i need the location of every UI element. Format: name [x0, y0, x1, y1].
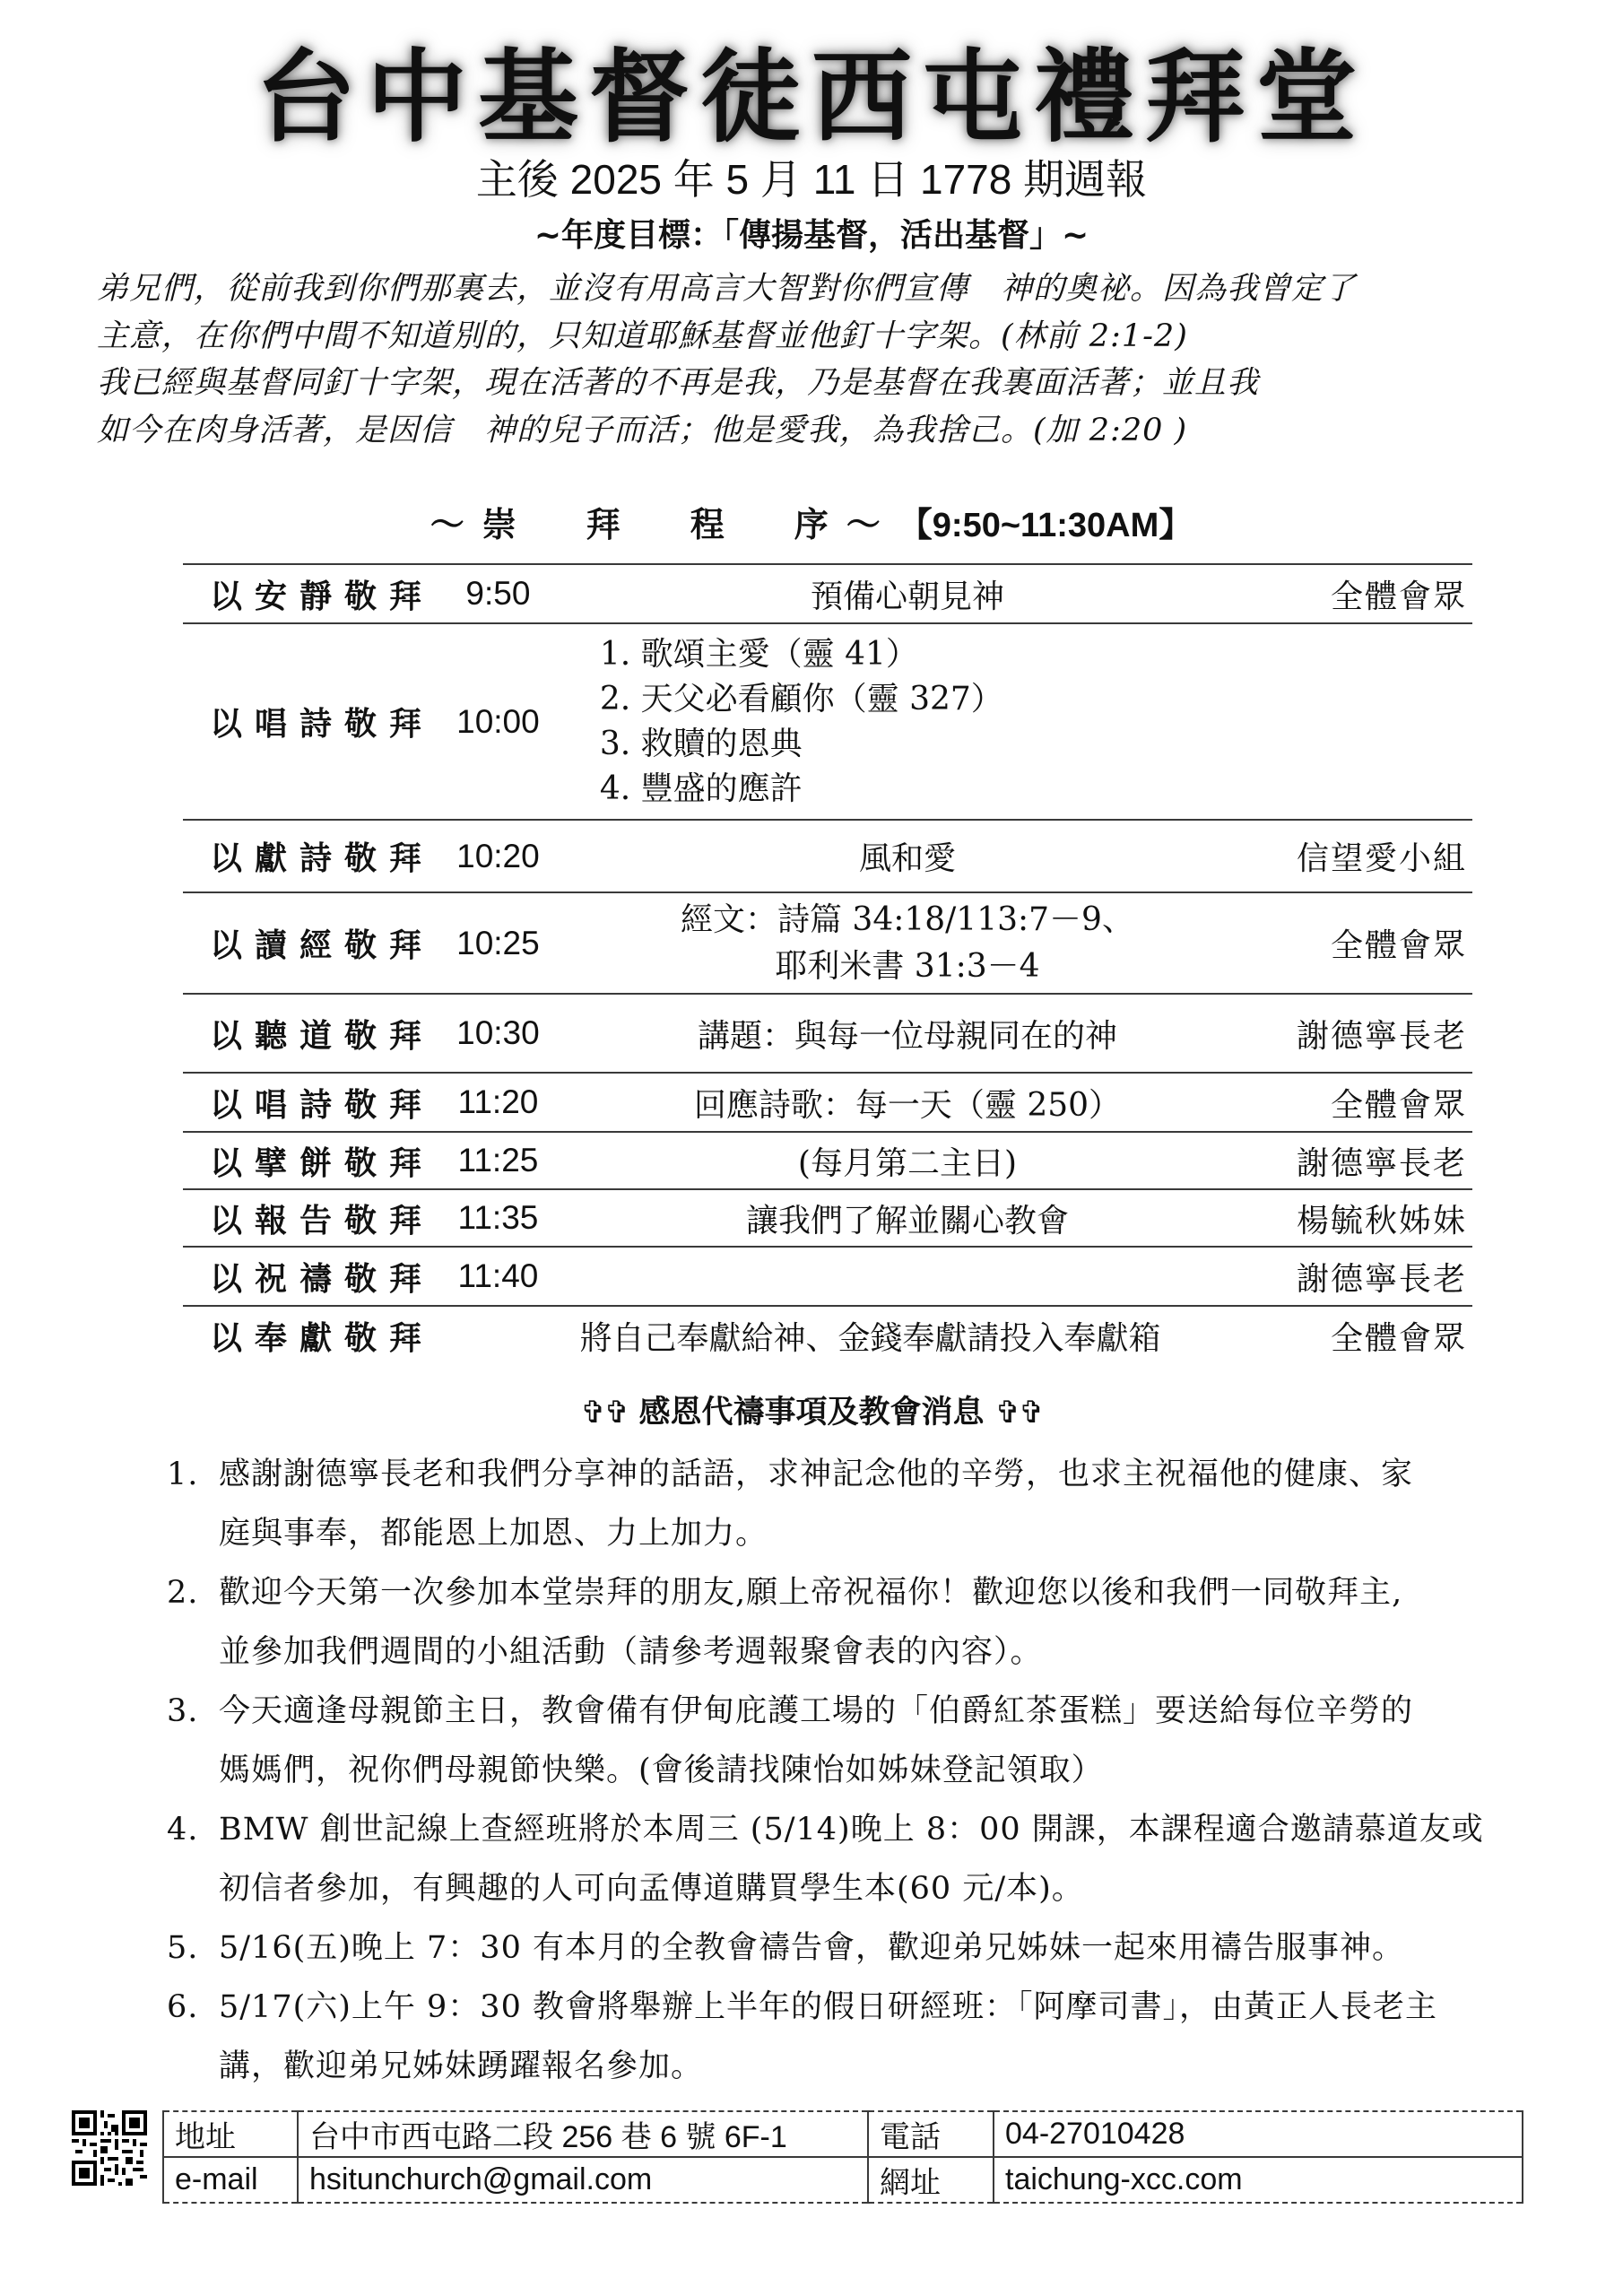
worship-schedule-table — [183, 563, 1472, 1365]
item-line: 庭與事奉，都能恩上加恩、力上加力。 — [219, 1516, 768, 1552]
item-line: 歡迎今天第一次參加本堂崇拜的朋友,願上帝祝福你！歡迎您以後和我們一同敬拜主, — [219, 1575, 1403, 1611]
schedule-item-name: 以獻詩敬拜 — [183, 820, 434, 892]
schedule-row — [183, 820, 1472, 892]
schedule-item-leader: 楊毓秋姊妹 — [1253, 1189, 1472, 1247]
schedule-item-name: 以擘餅敬拜 — [183, 1132, 434, 1189]
qr-code-icon[interactable] — [72, 2110, 147, 2186]
schedule-item-time: 11:35 — [434, 1189, 562, 1247]
schedule-item-time: 10:00 — [434, 623, 562, 820]
schedule-item-name: 以安靜敬拜 — [183, 564, 434, 623]
contact-row — [163, 2111, 1523, 2157]
list-item — [167, 1563, 1584, 1682]
schedule-item-leader: 全體會眾 — [1253, 1073, 1472, 1132]
schedule-item-name: 以奉獻敬拜 — [183, 1306, 434, 1365]
worship-order-title: ～崇 拜 程 序～ — [430, 505, 898, 544]
worship-time-range: 【9:50~11:30AM】 — [898, 507, 1193, 544]
schedule-row — [183, 1189, 1472, 1247]
website-label: 網址 — [868, 2157, 994, 2203]
schedule-item-leader: 謝德寧長老 — [1253, 994, 1472, 1073]
list-item — [167, 1445, 1584, 1563]
item-line: 初信者參加，有興趣的人可向孟傳道購買學生本(60 元/本)。 — [219, 1871, 1084, 1907]
hymn-line: 4. 豐盛的應許 — [599, 770, 803, 807]
scripture-line: 弟兄們，從前我到你們那裏去，並沒有用高言大智對你們宣傳 神的奧祕。因為我曾定了 — [97, 271, 1357, 307]
schedule-row — [183, 564, 1472, 623]
schedule-item-content — [562, 892, 1253, 994]
schedule-item-leader — [1253, 623, 1472, 820]
item-line: 今天適逢母親節主日，教會備有伊甸庇護工場的「伯爵紅茶蛋糕」要送給每位辛勞的 — [219, 1693, 1414, 1729]
schedule-row — [183, 1247, 1472, 1306]
cross-icon: ✞✞ — [994, 1395, 1043, 1431]
schedule-row — [183, 1073, 1472, 1132]
schedule-item-time: 11:20 — [434, 1073, 562, 1132]
hymn-line: 1. 歌頌主愛（靈 41） — [599, 635, 918, 673]
contact-row — [163, 2157, 1523, 2203]
scripture-line: 主意，在你們中間不知道別的，只知道耶穌基督並他釘十字架。(林前 2:1-2) — [97, 317, 1188, 354]
schedule-item-leader: 全體會眾 — [1253, 892, 1472, 994]
schedule-item-leader: 謝德寧長老 — [1253, 1132, 1472, 1189]
item-line: 感謝謝德寧長老和我們分享神的話語，求神記念他的辛勞，也求主祝福他的健康、家 — [219, 1457, 1414, 1492]
schedule-item-name: 以唱詩敬拜 — [183, 623, 434, 820]
item-number: 1. — [167, 1457, 199, 1492]
schedule-row — [183, 623, 1472, 820]
scripture-line: 如今在肉身活著，是因信 神的兒子而活；他是愛我，為我捨己。(加 2:20 ) — [97, 412, 1188, 448]
schedule-item-name: 以報告敬拜 — [183, 1189, 434, 1247]
email-label: e-mail — [163, 2157, 298, 2203]
list-item — [167, 1682, 1584, 1800]
schedule-item-time: 10:20 — [434, 820, 562, 892]
scripture-reading-line: 經文：詩篇 34:18/113:7－9、 — [680, 900, 1134, 938]
announcements-title: 感恩代禱事項及教會消息 — [638, 1395, 985, 1431]
schedule-item-content — [562, 623, 1253, 820]
scripture-passage — [97, 265, 1567, 454]
item-number: 4. — [167, 1812, 199, 1848]
email-link[interactable]: hsitunchurch@gmail.com — [298, 2157, 868, 2203]
schedule-item-content: 講題：與每一位母親同在的神 — [562, 994, 1253, 1073]
item-line: 講，歡迎弟兄姊妹踴躍報名參加。 — [219, 2048, 704, 2084]
schedule-row — [183, 994, 1472, 1073]
item-number: 6. — [167, 1989, 199, 2025]
schedule-item-time: 11:40 — [434, 1247, 562, 1306]
schedule-row — [183, 892, 1472, 994]
schedule-item-name: 以讀經敬拜 — [183, 892, 434, 994]
schedule-item-content: 將自己奉獻給神、金錢奉獻請投入奉獻箱 — [434, 1306, 1253, 1365]
contact-info-table — [162, 2110, 1523, 2204]
item-line: 並參加我們週間的小組活動（請參考週報聚會表的內容）。 — [219, 1634, 1043, 1670]
schedule-item-name: 以唱詩敬拜 — [183, 1073, 434, 1132]
schedule-item-content: 讓我們了解並關心教會 — [562, 1189, 1253, 1247]
schedule-item-time: 11:25 — [434, 1132, 562, 1189]
annual-goal: ~年度目標：「傳揚基督，活出基督」~ — [534, 217, 1089, 254]
schedule-item-time: 10:30 — [434, 994, 562, 1073]
list-item — [167, 1978, 1584, 2096]
phone-value[interactable]: 04-27010428 — [994, 2111, 1523, 2157]
schedule-item-leader: 信望愛小組 — [1253, 820, 1472, 892]
schedule-row — [183, 1132, 1472, 1189]
item-number: 3. — [167, 1693, 199, 1729]
scripture-line: 我已經與基督同釘十字架，現在活著的不再是我，乃是基督在我裏面活著；並且我 — [97, 365, 1260, 401]
item-line: 5/17(六)上午 9：30 教會將舉辦上半年的假日研經班：「阿摩司書」，由黃正人長老主 — [219, 1989, 1437, 2025]
announcements-heading — [0, 1392, 1623, 1433]
address-label: 地址 — [163, 2111, 298, 2157]
schedule-item-content: 風和愛 — [562, 820, 1253, 892]
schedule-item-name: 以聽道敬拜 — [183, 994, 434, 1073]
item-number: 5. — [167, 1930, 199, 1966]
item-number: 2. — [167, 1575, 199, 1611]
schedule-item-content: 回應詩歌：每一天（靈 250） — [562, 1073, 1253, 1132]
schedule-item-leader: 全體會眾 — [1253, 564, 1472, 623]
schedule-item-content — [562, 1247, 1253, 1306]
list-item — [167, 1918, 1584, 1978]
item-line: 5/16(五)晚上 7：30 有本月的全教會禱告會，歡迎弟兄姊妹一起來用禱告服事神。 — [219, 1930, 1404, 1966]
cross-icon: ✞✞ — [580, 1395, 629, 1431]
church-title: 台中基督徒西屯禮拜堂 — [256, 39, 1367, 156]
schedule-item-time: 10:25 — [434, 892, 562, 994]
address-value: 台中市西屯路二段 256 巷 6 號 6F-1 — [298, 2111, 868, 2157]
announcements-list — [167, 1445, 1584, 2096]
issue-date: 主後 2025 年 5 月 11 日 1778 期週報 — [475, 156, 1148, 203]
worship-order-heading — [0, 502, 1623, 548]
website-link[interactable]: taichung-xcc.com — [994, 2157, 1523, 2203]
schedule-item-leader: 全體會眾 — [1253, 1306, 1472, 1365]
schedule-item-content: 預備心朝見神 — [562, 564, 1253, 623]
item-line: 媽媽們，祝你們母親節快樂。(會後請找陳怡如姊妹登記領取） — [219, 1752, 1104, 1788]
schedule-item-leader: 謝德寧長老 — [1253, 1247, 1472, 1306]
scripture-reading-line: 耶利米書 31:3－4 — [775, 947, 1040, 985]
schedule-item-time: 9:50 — [434, 564, 562, 623]
schedule-item-name: 以祝禱敬拜 — [183, 1247, 434, 1306]
list-item — [167, 1800, 1584, 1918]
schedule-row — [183, 1306, 1472, 1365]
schedule-item-content: (每月第二主日) — [562, 1132, 1253, 1189]
phone-label: 電話 — [868, 2111, 994, 2157]
hymn-line: 2. 天父必看顧你（靈 327） — [599, 680, 1003, 718]
item-line: BMW 創世記線上查經班將於本周三 (5/14)晚上 8：00 開課，本課程適合邀請慕道友或 — [219, 1812, 1484, 1848]
hymn-line: 3. 救贖的恩典 — [599, 725, 803, 762]
